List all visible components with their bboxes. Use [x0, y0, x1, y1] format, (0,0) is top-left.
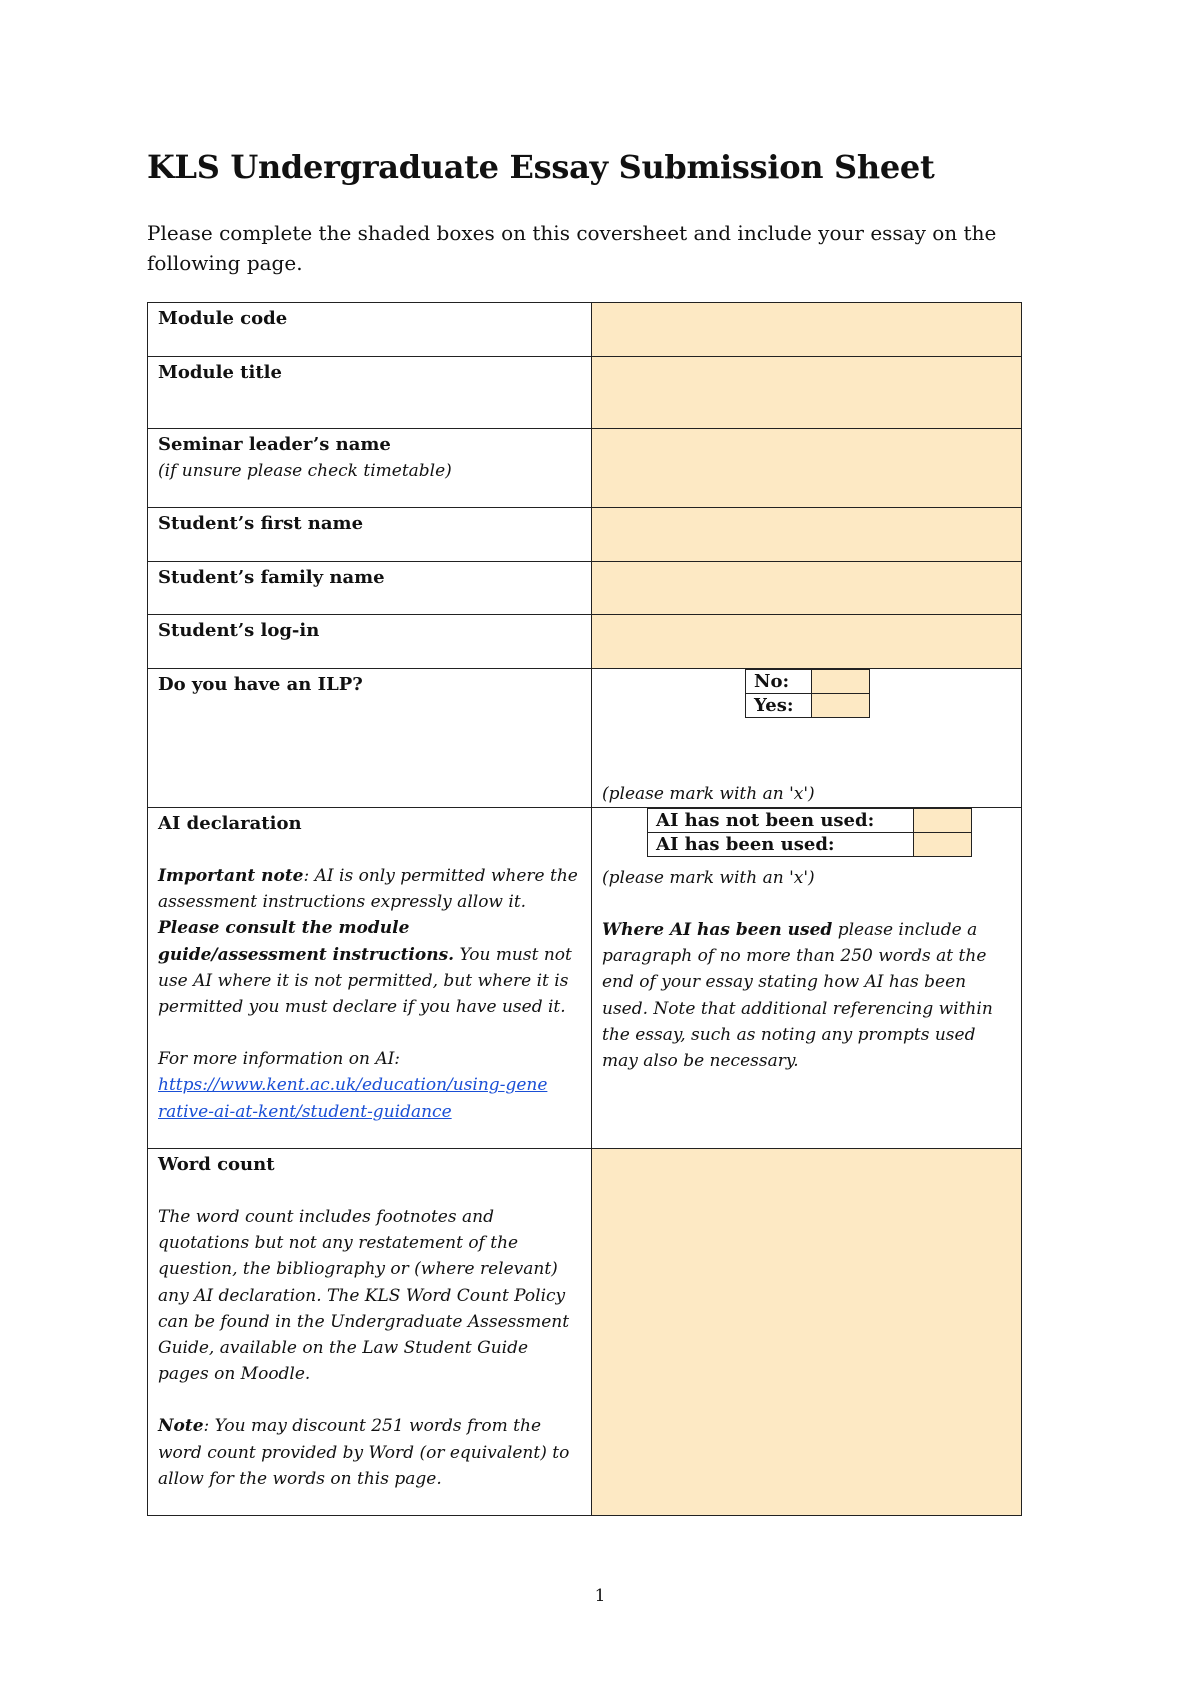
- ai-mark-note: (please mark with an 'x'): [602, 868, 815, 888]
- family-name-field[interactable]: [592, 562, 1021, 614]
- ai-where-used-text: Where AI has been used please include a paragraph of no more than 250 words at the end of your essay stating how AI has been used. Note that additional referencing within the essay, such as noting any prompts used may also be necessary.: [602, 920, 993, 1072]
- seminar-leader-field[interactable]: [592, 429, 1021, 507]
- ai-not-used-label: AI has not been used:: [648, 809, 914, 833]
- page-number: 1: [594, 1586, 606, 1606]
- ai-choice-box: [647, 808, 972, 857]
- first-name-label: Student’s first name: [158, 513, 364, 534]
- ai-not-used-checkbox[interactable]: [914, 809, 972, 833]
- word-count-field[interactable]: [592, 1149, 1021, 1515]
- table-row: [148, 303, 1021, 357]
- page-title: KLS Undergraduate Essay Submission Sheet: [147, 148, 935, 186]
- word-count-note: Note: You may discount 251 words from the word count provided by Word (or equivalent) to allow for the words on this page.: [158, 1416, 570, 1489]
- table-row: [148, 357, 1021, 429]
- login-label: Student’s log-in: [158, 620, 320, 641]
- module-code-field[interactable]: [592, 303, 1021, 356]
- ilp-no-label: No:: [746, 670, 812, 694]
- module-title-field[interactable]: [592, 357, 1021, 428]
- first-name-field[interactable]: [592, 508, 1021, 561]
- login-field[interactable]: [592, 615, 1021, 668]
- table-row: [148, 615, 1021, 669]
- word-count-description: The word count includes footnotes and quotations but not any restatement of the question, the bibliography or (where relevant) any AI declaration. The KLS Word Count Policy can be found in the Undergraduate Assessment Guide, available on the Law Student Guide pages on Moodle.: [158, 1207, 570, 1385]
- table-row: [148, 808, 1021, 1149]
- ilp-mark-note: (please mark with an 'x'): [602, 784, 815, 804]
- ai-more-info: For more information on AI:: [158, 1049, 401, 1070]
- table-row: [148, 508, 1021, 562]
- seminar-leader-note: (if unsure please check timetable): [158, 461, 452, 481]
- ai-important-note: Important note: AI is only permitted where the assessment instructions expressly allow it. Please consult the module guide/assessment instructions. You must not use AI where it is not permitted, but where it is permitted you must declare if you have used it.: [158, 866, 578, 1018]
- intro-text: Please complete the shaded boxes on this coversheet and include your essay on the following page.: [147, 221, 997, 275]
- ai-used-label: AI has been used:: [648, 833, 914, 857]
- ilp-yes-checkbox[interactable]: [812, 694, 870, 718]
- module-title-label: Module title: [158, 362, 282, 383]
- ai-guidance-link[interactable]: https://www.kent.ac.uk/education/using-generative-ai-at-kent/student-guidance: [158, 1075, 548, 1122]
- family-name-label: Student’s family name: [158, 567, 385, 588]
- ai-used-checkbox[interactable]: [914, 833, 972, 857]
- ilp-label: Do you have an ILP?: [158, 674, 363, 695]
- ilp-no-checkbox[interactable]: [812, 670, 870, 694]
- table-row: [148, 429, 1021, 508]
- table-row: [148, 562, 1021, 615]
- word-count-label: Word count: [158, 1154, 275, 1175]
- seminar-leader-label: Seminar leader’s name: [158, 434, 391, 455]
- table-row: [148, 669, 1021, 808]
- ilp-choice-box: [745, 669, 870, 718]
- submission-table: [147, 302, 1022, 1516]
- ilp-yes-label: Yes:: [746, 694, 812, 718]
- ai-declaration-label: AI declaration: [158, 813, 302, 834]
- module-code-label: Module code: [158, 308, 288, 329]
- table-row: [148, 1149, 1021, 1515]
